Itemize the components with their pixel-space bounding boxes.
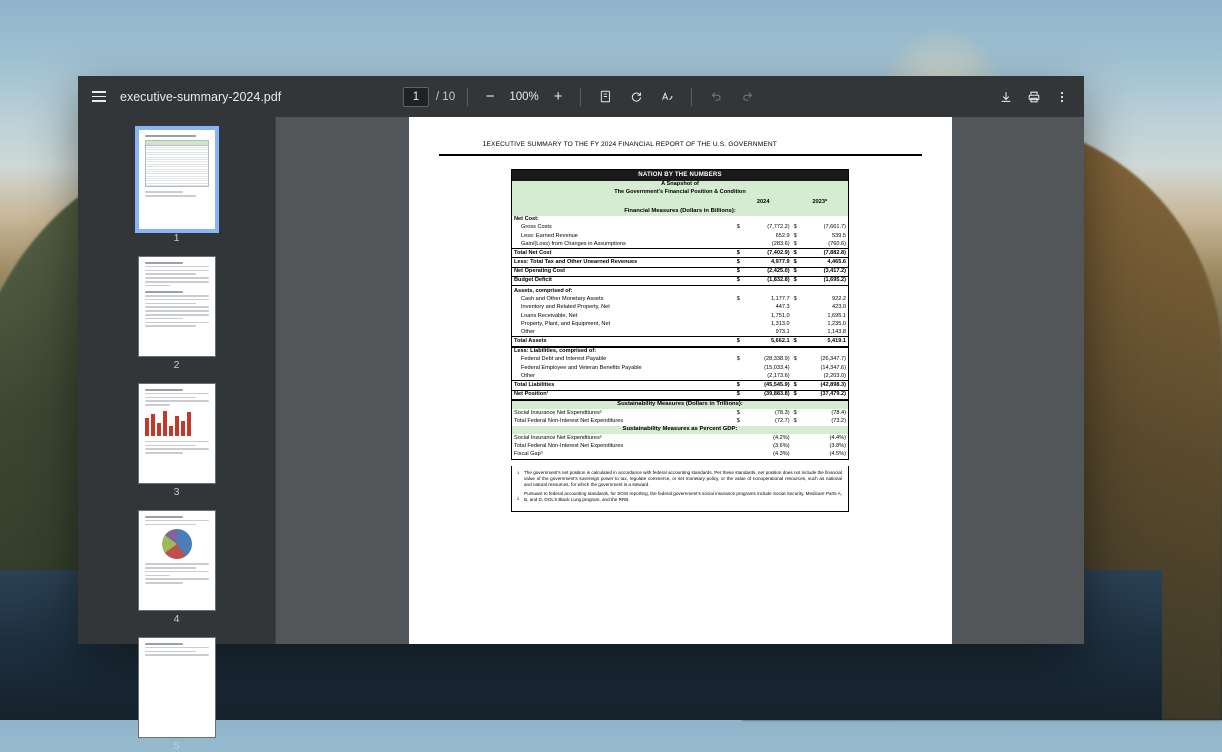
row-currency (735, 312, 744, 320)
redo-icon[interactable] (735, 85, 759, 109)
row-currency: $ (735, 381, 744, 390)
row-currency (735, 304, 744, 312)
thumbnail-preview (139, 638, 215, 737)
thumbnail-label: 4 (173, 613, 180, 625)
thumbnail-page-1[interactable] (138, 129, 216, 230)
row-currency: $ (792, 276, 801, 285)
thumbnail-sidebar[interactable] (78, 117, 276, 752)
row-currency (792, 304, 801, 312)
table-title: NATION BY THE NUMBERS (512, 169, 849, 180)
row-value-prior: 1,235.0 (827, 320, 846, 327)
row-currency (792, 312, 801, 320)
row-currency: $ (736, 224, 740, 231)
thumbnail-preview (139, 130, 215, 229)
section-sustainability-gdp: Sustainability Measures as Percent GDP: (512, 426, 849, 435)
toolbar-left-group (88, 86, 281, 108)
hamburger-menu-icon[interactable] (88, 86, 110, 108)
row-label: Total Federal Non-Interest Net Expenditures (514, 418, 624, 425)
page-header-title: EXECUTIVE SUMMARY TO THE FY 2024 FINANCIAL REPORT OF THE U.S. GOVERNMENT (486, 141, 777, 148)
row-value-prior: 4,465.6 (801, 258, 849, 267)
row-value-current: (7,402.9) (744, 249, 792, 258)
row-value-prior: (7,661.7) (823, 224, 846, 231)
row-value-prior: (14,347.6) (820, 364, 846, 371)
thumbnail-preview (139, 257, 215, 356)
row-value-current: (3.6%) (773, 442, 790, 449)
footnotes-block (511, 466, 849, 512)
row-value-prior: (7,882.8) (801, 249, 849, 258)
toolbar-right-group (994, 85, 1074, 109)
table-row (512, 372, 849, 381)
rotate-icon[interactable] (624, 85, 648, 109)
row-currency (735, 372, 744, 381)
row-value-current: 1,177.7 (770, 296, 790, 303)
footnote-marker-1: 1 (517, 469, 520, 475)
page-count-label: / 10 (435, 90, 456, 103)
row-value-prior: 5,419.1 (801, 337, 849, 347)
row-value-current: (45,545.9) (744, 381, 792, 390)
row-value-current: (4.2%) (773, 434, 790, 441)
row-label: Inventory and Related Property, Net (521, 304, 610, 311)
table-row (512, 442, 849, 450)
table-row (512, 320, 849, 328)
thumbnail-page-2[interactable] (138, 256, 216, 357)
thumbnail-page-3[interactable] (138, 383, 216, 484)
row-label: Less: Liabilities, comprised of: (514, 348, 597, 355)
row-value-current: (7,772.2) (767, 224, 790, 231)
thumbnail-page-4[interactable] (138, 510, 216, 611)
row-currency: $ (792, 249, 801, 258)
page-scroll-area[interactable] (276, 117, 1084, 644)
pdf-viewer-window (78, 76, 1084, 752)
row-label: Social Insurance Net Expenditures² (514, 409, 602, 416)
row-value-prior: (26,347.7) (820, 356, 846, 363)
thumbnail-item-1[interactable] (78, 129, 275, 244)
thumbnail-label: 2 (173, 359, 180, 371)
thumbnail-label: 1 (173, 232, 180, 244)
table-row (512, 356, 849, 364)
year-row-spacer (512, 198, 735, 207)
table-subtitle-1: A Snapshot of (512, 181, 849, 189)
year-prior: 2023* (792, 198, 849, 207)
row-label: Less: Total Tax and Other Unearned Revenues (512, 258, 735, 267)
thumbnail-label: 5 (173, 740, 180, 752)
row-label: Gross Costs (521, 224, 552, 231)
section-sustainability-dollars: Sustainability Measures (Dollars in Trillions): (512, 400, 849, 410)
table-row (512, 267, 849, 276)
row-label: Net Cost: (514, 216, 539, 223)
row-value-prior: (73.2) (831, 418, 846, 425)
row-label: Net Operating Cost (512, 267, 735, 276)
row-value-current: (283.6) (744, 240, 792, 249)
thumbnail-item-4[interactable] (78, 510, 275, 625)
row-currency: $ (793, 296, 797, 303)
row-label: Social Insurance Net Expenditures² (514, 434, 602, 441)
download-icon[interactable] (994, 85, 1018, 109)
fit-page-icon[interactable] (593, 85, 617, 109)
year-current: 2024 (735, 198, 792, 207)
row-currency: $ (792, 240, 801, 249)
row-currency: $ (736, 356, 740, 363)
zoom-in-button[interactable]: + (553, 88, 563, 105)
row-currency: $ (735, 258, 744, 267)
more-options-icon[interactable] (1050, 85, 1074, 109)
row-value-prior: (3.8%) (829, 442, 846, 449)
footnote-text-1: The government's net position is calculated in accordance with federal accounting standards. Per these standards, net position does not include the financial value of the government's sovereign power to tax, regulate commerce, or set monetary policy, or the value of nonoperational resources, such as national and natural resources, for which the government is a steward. (524, 469, 842, 488)
row-currency: $ (736, 418, 740, 425)
row-label: Gain/(Loss) from Changes in Assumptions (512, 240, 735, 249)
row-label: Other (512, 328, 735, 337)
table-row (512, 296, 849, 304)
footnote-text-2: Pursuant to federal accounting standards, for SOSI reporting, the federal government's social insurance programs include Social Security, Medicare Parts A, B, and D, DOL's Black Lung program, and the RRB. (524, 491, 842, 503)
table-row (512, 304, 849, 312)
row-label: Fiscal Gap³ (514, 451, 543, 458)
text-select-icon[interactable] (655, 85, 679, 109)
pdf-page-1 (409, 117, 952, 644)
toolbar-divider (691, 88, 692, 106)
row-label: Net Position¹ (512, 390, 735, 400)
row-label: Total Net Cost (512, 249, 735, 258)
table-row (512, 381, 849, 390)
zoom-level-label[interactable]: 100% (509, 90, 539, 103)
row-value-current: 447.3 (775, 304, 790, 311)
table-row (512, 328, 849, 337)
pdf-toolbar (78, 76, 1084, 117)
table-row (512, 224, 849, 232)
table-row (512, 409, 849, 417)
row-currency: $ (792, 258, 801, 267)
table-row (512, 434, 849, 442)
toolbar-center-group (403, 85, 759, 109)
row-currency: $ (793, 232, 797, 239)
row-currency: $ (735, 249, 744, 258)
table-row (512, 417, 849, 425)
row-currency: $ (793, 418, 797, 425)
thumbnail-preview (139, 384, 215, 483)
row-value-prior: 922.2 (832, 296, 846, 303)
row-currency (735, 240, 744, 249)
row-label: Total Liabilities (512, 381, 735, 390)
row-currency: $ (735, 390, 744, 400)
row-value-prior: (760.6) (801, 240, 849, 249)
row-value-prior: 539.5 (832, 232, 846, 239)
row-currency: $ (793, 224, 797, 231)
row-label: Cash and Other Monetary Assets (521, 296, 604, 303)
row-label: Total Assets (512, 337, 735, 347)
row-currency: $ (793, 409, 797, 416)
row-value-current: (15,033.4) (764, 364, 790, 371)
row-currency (735, 328, 744, 337)
row-currency (792, 320, 801, 328)
table-subtitle-2: The Government's Financial Position & Condition (512, 189, 849, 199)
row-value-current: 5,662.1 (744, 337, 792, 347)
page-header (439, 141, 922, 156)
row-value-prior: 423.0 (832, 304, 846, 311)
row-currency: $ (736, 409, 740, 416)
table-row (512, 240, 849, 249)
section-financial-measures: Financial Measures (Dollars in Billions): (512, 207, 849, 216)
row-currency (735, 364, 744, 372)
row-value-current: (1,832.8) (744, 276, 792, 285)
row-currency: $ (792, 267, 801, 276)
row-currency (792, 328, 801, 337)
row-currency: $ (735, 267, 744, 276)
row-label: Other (512, 372, 735, 381)
thumbnail-item-5[interactable] (78, 637, 275, 752)
row-value-current: (28,338.9) (764, 356, 790, 363)
row-currency: $ (735, 276, 744, 285)
row-value-current: (2,173.6) (744, 372, 792, 381)
row-value-current: 652.9 (775, 232, 790, 239)
row-value-current: 973.1 (744, 328, 792, 337)
page-number-input[interactable]: 1 (403, 87, 429, 107)
row-value-current: (78.3) (774, 409, 790, 416)
table-row (512, 258, 849, 267)
row-label: Property, Plant, and Equipment, Net (521, 320, 611, 327)
row-value-current: (72.7) (774, 418, 790, 425)
table-row (512, 347, 849, 356)
thumbnail-page-5[interactable] (138, 637, 216, 738)
row-currency: $ (736, 296, 740, 303)
row-label: Federal Employee and Veteran Benefits Payable (521, 364, 642, 371)
row-label: Federal Debt and Interest Payable (521, 356, 607, 363)
row-label: Less: Earned Revenue (521, 232, 578, 239)
row-value-prior: (78.4) (831, 409, 846, 416)
viewer-body (78, 117, 1084, 752)
row-currency (792, 372, 801, 381)
row-label: Loans Receivable, Net (521, 312, 578, 319)
row-currency: $ (793, 356, 797, 363)
table-row (512, 216, 849, 224)
row-currency: $ (792, 390, 801, 400)
toolbar-divider (580, 88, 581, 106)
row-value-prior: (1,695.2) (801, 276, 849, 285)
table-row (512, 364, 849, 372)
row-value-prior: (37,479.2) (801, 390, 849, 400)
table-row (512, 312, 849, 320)
row-currency: $ (792, 337, 801, 347)
print-icon[interactable] (1022, 85, 1046, 109)
table-row (512, 276, 849, 285)
row-value-current: (2,425.0) (744, 267, 792, 276)
toolbar-divider (467, 88, 468, 106)
row-value-prior: (42,898.3) (801, 381, 849, 390)
row-value-prior: (4.5%) (829, 451, 846, 458)
table-row (512, 232, 849, 240)
row-currency: $ (792, 381, 801, 390)
row-label: Budget Deficit (512, 276, 735, 285)
table-row (512, 249, 849, 258)
row-label: Assets, comprised of: (514, 288, 573, 295)
thumbnail-preview (139, 511, 215, 610)
row-currency (792, 364, 801, 372)
row-value-current: (4.3%) (773, 451, 790, 458)
thumbnail-label: 3 (173, 486, 180, 498)
table-row (512, 451, 849, 460)
thumbnail-item-3[interactable] (78, 383, 275, 498)
thumbnail-item-2[interactable] (78, 256, 275, 371)
row-currency (735, 320, 744, 328)
financial-summary-table (511, 169, 849, 460)
row-value-prior: (3,417.2) (801, 267, 849, 276)
page-header-number: 1 (482, 141, 487, 148)
row-currency: $ (735, 337, 744, 347)
row-value-current: 1,313.0 (770, 320, 790, 327)
row-value-prior: (4.4%) (829, 434, 846, 441)
row-value-current: 1,751.0 (770, 312, 790, 319)
footnote-marker-2: 2 (517, 495, 520, 501)
document-title: executive-summary-2024.pdf (120, 89, 282, 104)
row-value-current: 4,977.9 (744, 258, 792, 267)
table-row (512, 337, 849, 347)
zoom-out-button[interactable]: − (485, 88, 495, 105)
row-value-prior: 1,695.1 (827, 312, 846, 319)
undo-icon[interactable] (704, 85, 728, 109)
row-currency (735, 232, 744, 240)
row-value-current: (39,883.8) (744, 390, 792, 400)
table-row (512, 390, 849, 400)
row-value-prior: (2,203.0) (801, 372, 849, 381)
row-label: Total Federal Non-Interest Net Expenditures (514, 442, 624, 449)
table-row (512, 287, 849, 295)
row-value-prior: 1,143.8 (801, 328, 849, 337)
